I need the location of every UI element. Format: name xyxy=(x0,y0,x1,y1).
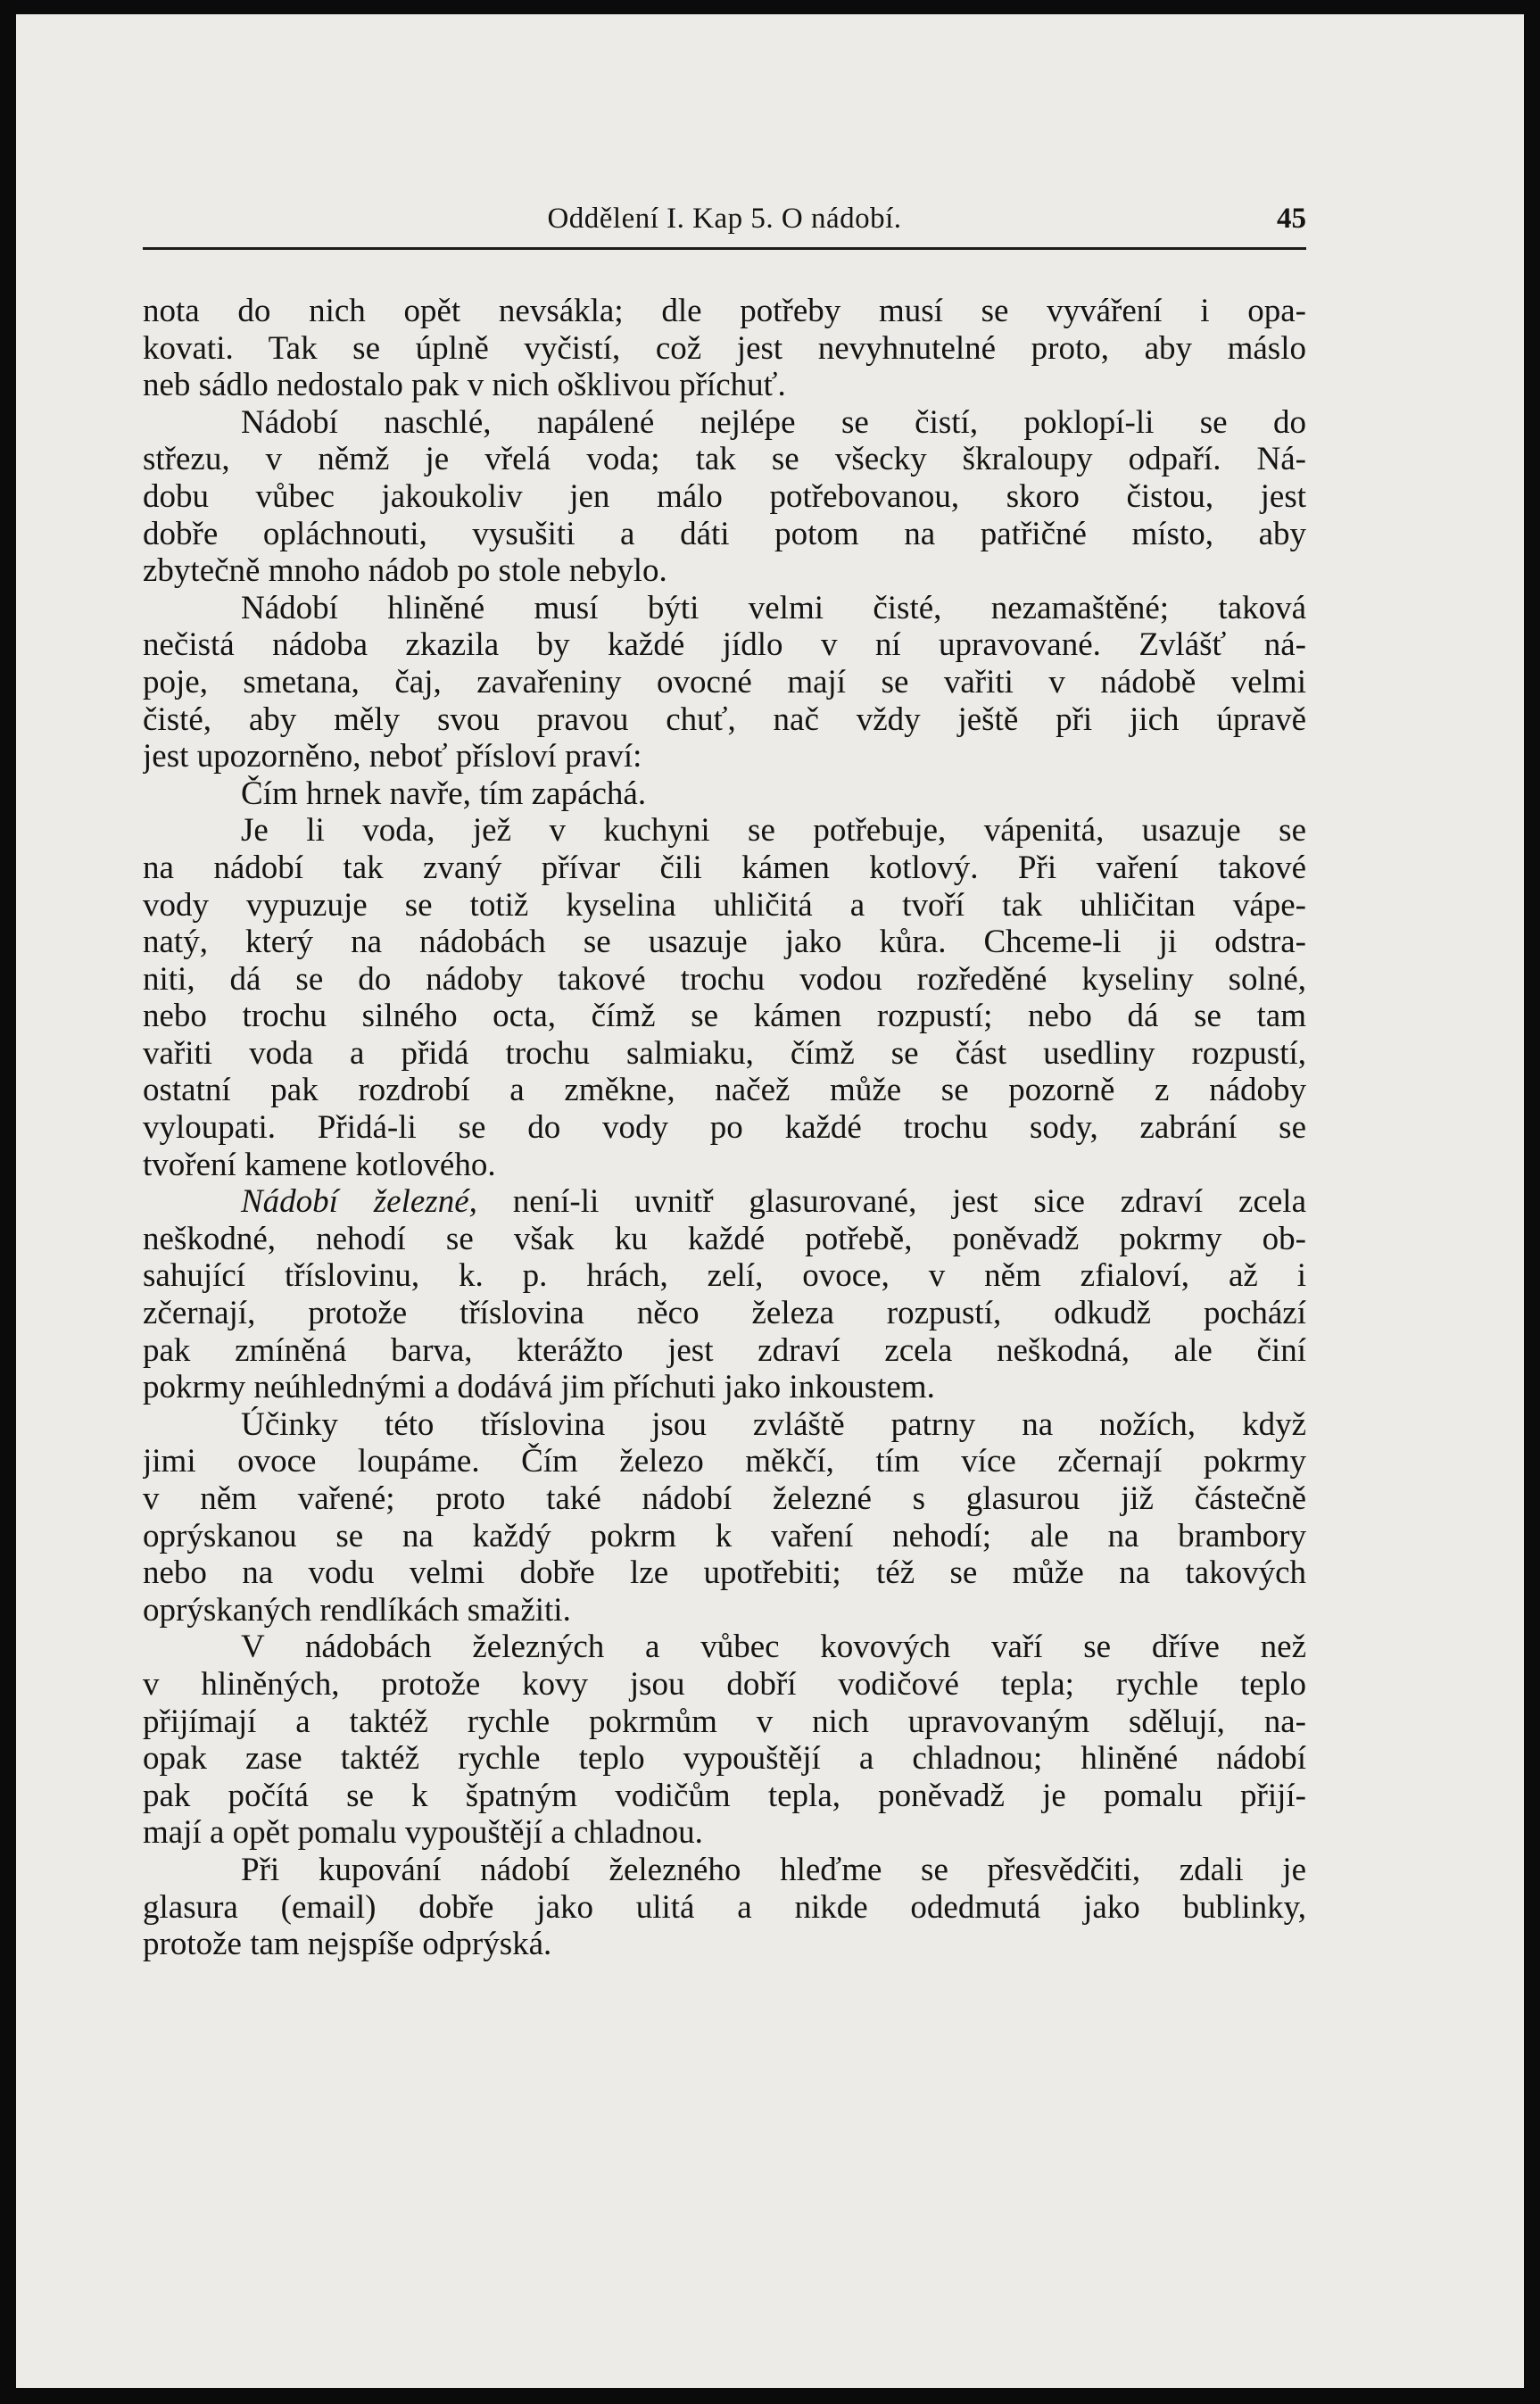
text-line: nečistá nádoba zkazila by každé jídlo v ní upravované. Zvlášť ná- xyxy=(143,626,1306,664)
text-line: sahující tříslovinu, k. p. hrách, zelí, ovoce, v něm zfialoví, až i xyxy=(143,1257,1306,1295)
book-page xyxy=(16,14,1524,2388)
text-line: V nádobách železných a vůbec kovových vaří se dříve než xyxy=(241,1629,1306,1666)
text-line: zčernají, protože tříslovina něco železa rozpustí, odkudž pochází xyxy=(143,1295,1306,1332)
text-line: pokrmy neúhlednými a dodává jim příchuti jako inkoustem. xyxy=(143,1369,935,1406)
text-line: Je li voda, jež v kuchyni se potřebuje, vápenitá, usazuje se xyxy=(241,812,1306,850)
text-line: přijímají a taktéž rychle pokrmům v nich upravovaným sdělují, na- xyxy=(143,1703,1306,1740)
text-line: dobu vůbec jakoukoliv jen málo potřebovanou, skoro čistou, jest xyxy=(143,477,1306,515)
text-line: Nádobí hliněné musí býti velmi čisté, nezamaštěné; taková xyxy=(241,589,1306,626)
text-line: jimi ovoce loupáme. Čím železo měkčí, tím více zčernají pokrmy xyxy=(143,1443,1306,1480)
text-line: ostatní pak rozdrobí a změkne, načež může se pozorně z nádoby xyxy=(143,1072,1306,1109)
text-line: glasura (email) dobře jako ulitá a nikde odedmutá jako bublinky, xyxy=(143,1888,1306,1926)
text-line: protože tam nejspíše odprýská. xyxy=(143,1926,552,1963)
text-line: mají a opět pomalu vypouštějí a chladnou. xyxy=(143,1814,703,1852)
text-line: nota do nich opět nevsákla; dle potřeby musí se vyváření i opa- xyxy=(143,293,1306,329)
text-line: Při kupování nádobí železného hleďme se přesvědčiti, zdali je xyxy=(241,1851,1306,1888)
text-line: oprýskaných rendlíkách smažiti. xyxy=(143,1591,571,1629)
text-line: pak počítá se k špatným vodičům tepla, poněvadž je pomalu přijí- xyxy=(143,1777,1306,1814)
page-body-text xyxy=(143,293,1306,1963)
text-line: vody vypuzuje se totiž kyselina uhličitá a tvoří tak uhličitan vápe- xyxy=(143,886,1306,924)
text-line: vařiti voda a přidá trochu salmiaku, čímž se část usedliny rozpustí, xyxy=(143,1034,1306,1072)
italic-lead-phrase: Nádobí železné, xyxy=(241,1183,477,1221)
text-line: oprýskanou se na každý pokrm k vaření nehodí; ale na brambory xyxy=(143,1517,1306,1554)
text-line: nebo na vodu velmi dobře lze upotřebiti; též se může na takových xyxy=(143,1554,1306,1592)
text-line: střezu, v němž je vřelá voda; tak se všecky škraloupy odpaří. Ná- xyxy=(143,441,1306,478)
text-line: čisté, aby měly svou pravou chuť, nač vždy ještě při jich úpravě xyxy=(143,700,1306,738)
text-line: na nádobí tak zvaný přívar čili kámen kotlový. Při vaření takové xyxy=(143,849,1306,886)
page-number: 45 xyxy=(1277,203,1306,235)
text-line: Účinky této tříslovina jsou zvláště patrny na nožích, když xyxy=(241,1405,1306,1443)
text-line: v hliněných, protože kovy jsou dobří vodičové tepla; rychle teplo xyxy=(143,1665,1306,1703)
text-line-italic-lead: Nádobí železné, není-li uvnitř glasurované, jest sice zdraví zcela xyxy=(241,1183,1306,1221)
text-line: kovati. Tak se úplně vyčistí, což jest nevyhnutelné proto, aby máslo xyxy=(143,329,1306,367)
text-line: neb sádlo nedostalo pak v nich ošklivou příchuť. xyxy=(143,367,786,404)
proverb-line: Čím hrnek navře, tím zapáchá. xyxy=(241,775,647,812)
text-line: poje, smetana, čaj, zavařeniny ovocné mají se vařiti v nádobě velmi xyxy=(143,663,1306,700)
text-line: nebo trochu silného octa, čímž se kámen rozpustí; nebo dá se tam xyxy=(143,998,1306,1035)
text-line: jest upozorněno, neboť přísloví praví: xyxy=(143,738,642,775)
running-header xyxy=(143,197,1306,250)
text-line: opak zase taktéž rychle teplo vypouštějí a chladnou; hliněné nádobí xyxy=(143,1740,1306,1778)
text-line: pak zmíněná barva, kterážto jest zdraví zcela neškodná, ale činí xyxy=(143,1331,1306,1369)
text-line: tvoření kamene kotlového. xyxy=(143,1146,496,1183)
text-line: natý, který na nádobách se usazuje jako kůra. Chceme-li ji odstra- xyxy=(143,924,1306,961)
text-line: dobře opláchnouti, vysušiti a dáti potom na patřičné místo, aby xyxy=(143,515,1306,552)
text-line: vyloupati. Přidá-li se do vody po každé trochu sody, zabrání se xyxy=(143,1109,1306,1147)
text-line: niti, dá se do nádoby takové trochu vodou rozředěné kyseliny solné, xyxy=(143,960,1306,998)
text-line: v něm vařené; proto také nádobí železné s glasurou již částečně xyxy=(143,1480,1306,1517)
text-line: neškodné, nehodí se však ku každé potřebě, poněvadž pokrmy ob- xyxy=(143,1220,1306,1257)
text-line: Nádobí naschlé, napálené nejlépe se čistí, poklopí-li se do xyxy=(241,403,1306,441)
header-title: Oddělení I. Kap 5. O nádobí. xyxy=(547,203,902,235)
text-line: zbytečně mnoho nádob po stole nebylo. xyxy=(143,552,667,590)
